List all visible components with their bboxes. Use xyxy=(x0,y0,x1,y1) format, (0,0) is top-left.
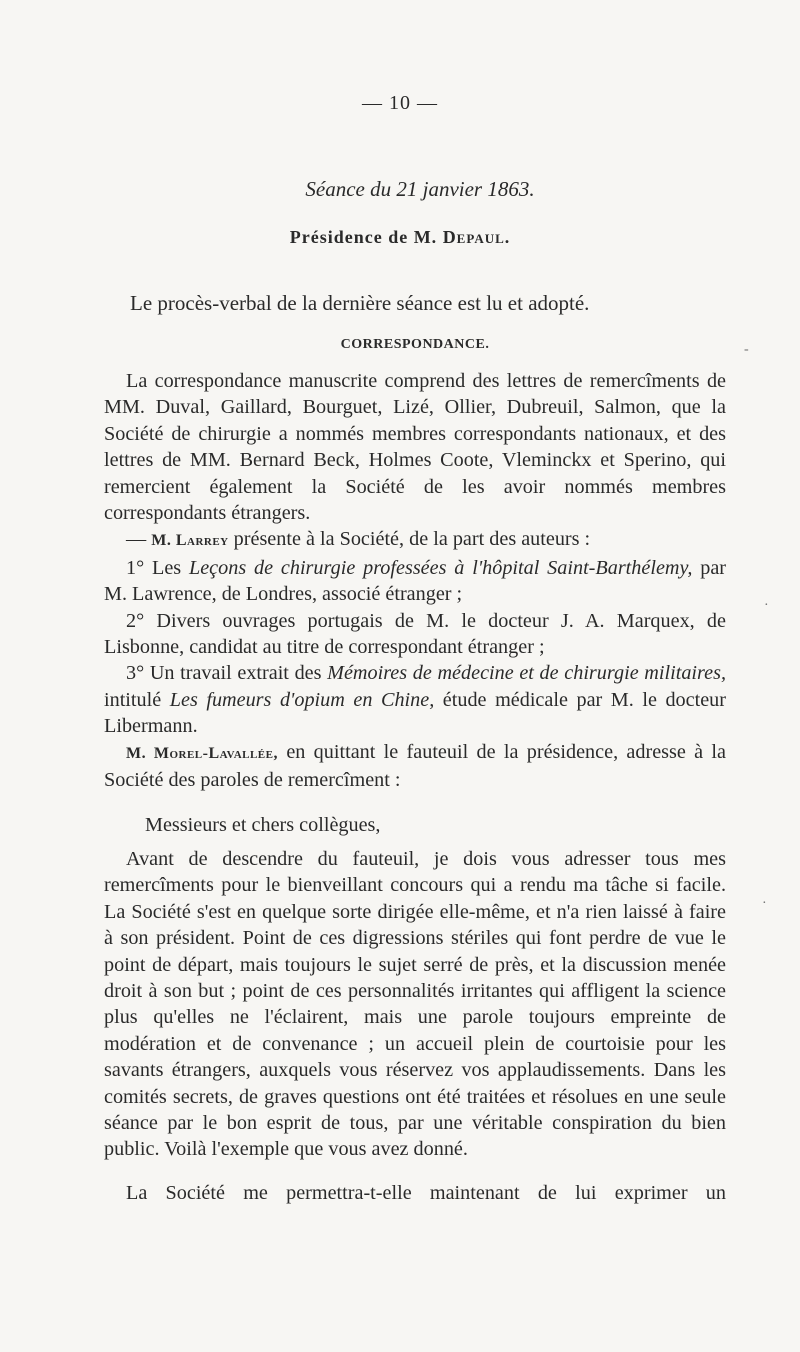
item1-title: Leçons de chirurgie professées à l'hôpital Saint-Barthélemy, xyxy=(188,556,693,579)
morel-text: en quittant le fauteuil de la présidence, adresse à la Société des paroles de remercîment : xyxy=(104,741,726,792)
margin-speck: · xyxy=(762,896,767,911)
larrey-text: présente à la Société, de la part des auteurs : xyxy=(228,528,591,551)
item3-title2: Les fumeurs d'opium en Chine, xyxy=(169,688,435,711)
president-name: Depaul. xyxy=(442,227,511,247)
correspondence-section xyxy=(104,368,726,740)
margin-speck: · xyxy=(764,598,769,613)
larrey-paragraph: — M. Larrey présente à la Société, de la part des auteurs : xyxy=(126,528,591,551)
morel-paragraph xyxy=(104,739,726,794)
list-item-2: 2° Divers ouvrages portugais de M. le docteur J. A. Marquex, de Lisbonne, candidat au titre de correspondant étranger ; xyxy=(104,609,726,659)
morel-section xyxy=(104,739,726,794)
correspondence-paragraph: La correspondance manuscrite comprend des lettres de remercîments de MM. Duval, Gaillard, Bourguet, Lizé, Ollier, Dubreuil, Salmon, que la Société de chirurgie a nommés membres correspondants nationaux, et des lettres de MM. Bernard Beck, Holmes Coote, Vleminckx et Sperino, qui remercient également la Société de les avoir nommés membres correspondants étrangers. xyxy=(104,370,726,525)
correspondence-heading: CORRESPONDANCE. xyxy=(340,337,490,352)
list-item-3 xyxy=(104,660,726,739)
item1-rest: par M. Lawrence, de Londres, associé étranger ; xyxy=(104,556,726,606)
session-heading: Séance du 21 janvier 1863. xyxy=(305,177,535,201)
speech-section xyxy=(104,846,726,1163)
item3-mid: intitulé xyxy=(104,688,170,711)
minutes-statement: Le procès-verbal de la dernière séance est lu et adopté. xyxy=(130,291,590,315)
presidency-prefix: Présidence de M. xyxy=(289,227,438,247)
speech-continuation xyxy=(104,1180,726,1206)
item3-number: 3° Un travail extrait des xyxy=(126,662,328,685)
margin-speck: - xyxy=(744,342,749,357)
page-number: — 10 — xyxy=(362,92,438,114)
speech-paragraph-1: Avant de descendre du fauteuil, je dois vous adresser tous mes remercîments pour le bienveillant concours qui a rendu ma tâche si facile. La Société s'est en quelque sorte dirigée elle-même, et n'a rien laissé à faire à son président. Point de ces digressions stériles qui font perdre de vue le point de départ, mais toujours le sujet serré de près, et la discussion menée droit à son but ; point de ces personnalités irritantes qui affligent la science plus qu'elles ne l'éclairent, mais une parole toujours empreinte de modération et de convenance ; un accueil plein de courtoisie pour les savants étrangers, auxquels vous réservez vos applaudissements. Dans les comités secrets, de graves questions ont été traitées et résolues en une seule séance par le bon esprit de tous, par une véritable conspiration du bien public. Voilà l'exemple que vous avez donné. xyxy=(104,848,726,1161)
item3-rest: étude médicale par M. le docteur Libermann. xyxy=(104,688,726,738)
speech-salutation: Messieurs et chers collègues, xyxy=(145,814,381,836)
item1-number: 1° Les xyxy=(126,556,189,579)
speaker-morel: M. Morel-Lavallée, xyxy=(126,745,278,762)
list-item-1 xyxy=(104,555,726,608)
presidency-line xyxy=(0,227,800,248)
speaker-larrey: M. Larrey xyxy=(151,532,229,550)
item3-title: Mémoires de médecine et de chirurgie militaires, xyxy=(327,662,726,685)
speech-paragraph-2: La Société me permettra-t-elle maintenant de lui exprimer un xyxy=(126,1182,726,1204)
